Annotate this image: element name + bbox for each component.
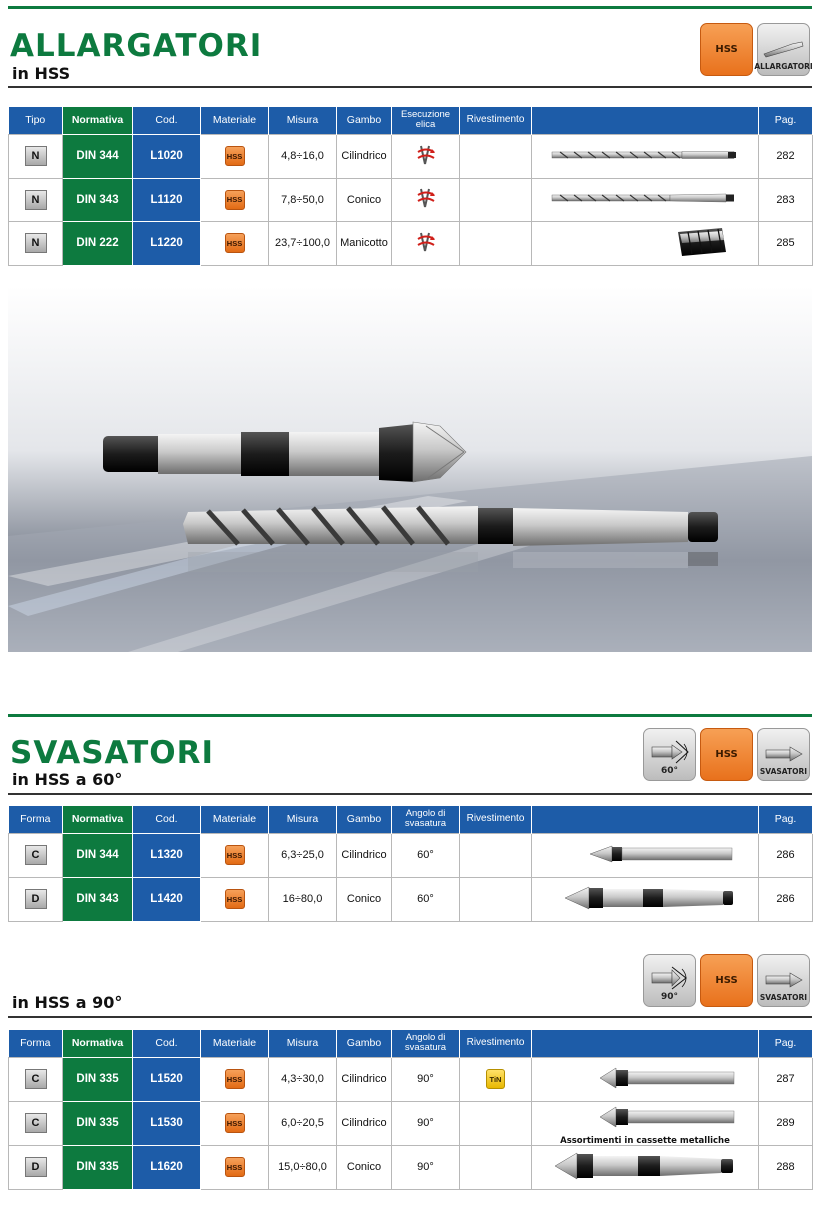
cell-cod[interactable]: L1420 [133, 877, 201, 921]
col-header-misura: Misura [269, 1030, 337, 1057]
col-header-image [532, 1030, 759, 1057]
cell-tipo [9, 221, 63, 265]
svasatori-badge [757, 728, 810, 781]
right-helix-icon [413, 229, 439, 255]
table-header-row [9, 107, 813, 134]
cell-tool-image [532, 134, 759, 178]
cell-rivestimento [460, 1057, 532, 1101]
angle-60-badge [643, 728, 696, 781]
hss-badge: HSS [700, 954, 753, 1007]
table-row[interactable] [9, 833, 813, 877]
tin-coating-icon: TiN [486, 1069, 505, 1089]
allargatori-badge-label: ALLARGATORI [754, 62, 813, 71]
cell-tool-image [532, 1057, 759, 1101]
tipo-badge: N [25, 190, 47, 210]
hss-material-icon: HSS [225, 1113, 245, 1133]
product-photo [8, 286, 812, 652]
cell-forma [9, 833, 63, 877]
hss-badge: HSS [700, 728, 753, 781]
countersink-cylindrical-icon [598, 1066, 738, 1090]
subtitle-rule [8, 1016, 812, 1018]
section-title-svasatori: SVASATORI [10, 735, 215, 771]
cell-normativa: DIN 344 [63, 134, 133, 178]
cell-tipo [9, 134, 63, 178]
col-header-normativa: Normativa [63, 1030, 133, 1057]
section-top-rule [8, 714, 812, 717]
col-header-misura: Misura [269, 107, 337, 134]
cell-gambo: Cilindrico [337, 833, 392, 877]
cell-normativa: DIN 335 [63, 1101, 133, 1145]
reamer-taper-icon [550, 191, 740, 205]
table-row[interactable] [9, 877, 813, 921]
countersink-cylindrical-icon [588, 843, 738, 865]
col-header-esecuzione: Esecuzione elica [392, 107, 460, 134]
countersink-icon [762, 969, 806, 991]
forma-badge: C [25, 1113, 47, 1133]
cell-misura: 6,0÷20,5 [269, 1101, 337, 1145]
tipo-badge: N [25, 233, 47, 253]
cell-pag[interactable]: 282 [759, 134, 813, 178]
cell-materiale [201, 1101, 269, 1145]
col-header-image [532, 806, 759, 833]
countersink-angle-icon [648, 740, 692, 764]
table-row[interactable] [9, 1145, 813, 1189]
forma-badge: D [25, 1157, 47, 1177]
forma-badge: D [25, 889, 47, 909]
cell-angolo: 90° [392, 1057, 460, 1101]
section-subtitle-90: in HSS a 90° [12, 993, 123, 1012]
angle-90-badge [643, 954, 696, 1007]
badge-row-allargatori [700, 23, 813, 76]
right-helix-icon [413, 185, 439, 211]
cell-angolo: 60° [392, 877, 460, 921]
cell-forma [9, 1101, 63, 1145]
allargatori-table [8, 107, 813, 266]
cell-pag[interactable]: 288 [759, 1145, 813, 1189]
cell-gambo: Conico [337, 178, 392, 221]
cell-pag[interactable]: 286 [759, 833, 813, 877]
cell-gambo: Cilindrico [337, 1057, 392, 1101]
svasatori-badge [757, 954, 810, 1007]
section-title-allargatori: ALLARGATORI [10, 28, 263, 64]
forma-badge: C [25, 1069, 47, 1089]
cell-angolo: 60° [392, 833, 460, 877]
section-top-rule [8, 6, 812, 9]
cell-misura: 7,8÷50,0 [269, 178, 337, 221]
col-header-cod: Cod. [133, 1030, 201, 1057]
cell-normativa: DIN 335 [63, 1057, 133, 1101]
col-header-rivestimento: Rivestimento [460, 806, 532, 833]
countersink-angle-icon [648, 966, 692, 990]
col-header-normativa: Normativa [63, 107, 133, 134]
hss-material-icon: HSS [225, 1069, 245, 1089]
table-row[interactable] [9, 1057, 813, 1101]
col-header-misura: Misura [269, 806, 337, 833]
cell-esecuzione [392, 178, 460, 221]
col-header-gambo: Gambo [337, 107, 392, 134]
cell-misura: 16÷80,0 [269, 877, 337, 921]
table-header-row [9, 806, 813, 833]
cell-pag[interactable]: 287 [759, 1057, 813, 1101]
cell-rivestimento [460, 877, 532, 921]
table-row[interactable] [9, 134, 813, 178]
hss-material-icon: HSS [225, 845, 245, 865]
cell-rivestimento [460, 178, 532, 221]
countersink-taper-icon [563, 884, 738, 912]
cell-rivestimento [460, 1101, 532, 1145]
cell-tool-image [532, 1145, 759, 1189]
cell-gambo: Cilindrico [337, 134, 392, 178]
table-header-row [9, 1030, 813, 1057]
cell-angolo: 90° [392, 1101, 460, 1145]
col-header-tipo: Tipo [9, 107, 63, 134]
cell-normativa: DIN 222 [63, 221, 133, 265]
tools-photo-illustration [8, 286, 812, 652]
subtitle-rule [8, 86, 812, 88]
cell-cod[interactable]: L1530 [133, 1101, 201, 1145]
col-header-materiale: Materiale [201, 806, 269, 833]
col-header-pag: Pag. [759, 1030, 813, 1057]
angle-90-label: 90° [660, 992, 679, 1002]
col-header-forma: Forma [9, 1030, 63, 1057]
cell-pag[interactable]: 289 [759, 1101, 813, 1145]
cell-materiale [201, 1145, 269, 1189]
cell-cod[interactable]: L1020 [133, 134, 201, 178]
table-row[interactable] [9, 1101, 813, 1145]
svasatori-60-table [8, 806, 813, 922]
cell-tipo [9, 178, 63, 221]
hss-badge: HSS [700, 23, 753, 76]
col-header-gambo: Gambo [337, 806, 392, 833]
forma-badge: C [25, 845, 47, 865]
col-header-materiale: Materiale [201, 1030, 269, 1057]
hss-material-icon: HSS [225, 146, 245, 166]
cell-pag[interactable]: 283 [759, 178, 813, 221]
cell-cod[interactable]: L1620 [133, 1145, 201, 1189]
badge-row-90 [643, 954, 810, 1007]
col-header-rivestimento: Rivestimento [460, 1030, 532, 1057]
cell-rivestimento [460, 221, 532, 265]
angle-60-label: 60° [660, 766, 679, 776]
cell-materiale [201, 1057, 269, 1101]
cell-tool-image [532, 877, 759, 921]
cell-gambo: Manicotto [337, 221, 392, 265]
hss-material-icon: HSS [225, 190, 245, 210]
col-header-angolo: Angolo di svasatura [392, 1030, 460, 1057]
cell-tool-image [532, 1101, 759, 1145]
cell-normativa: DIN 343 [63, 877, 133, 921]
cell-gambo: Conico [337, 877, 392, 921]
cell-misura: 15,0÷80,0 [269, 1145, 337, 1189]
cell-rivestimento [460, 134, 532, 178]
right-helix-icon [413, 142, 439, 168]
col-header-normativa: Normativa [63, 806, 133, 833]
hss-material-icon: HSS [225, 233, 245, 253]
col-header-pag: Pag. [759, 806, 813, 833]
col-header-forma: Forma [9, 806, 63, 833]
cell-gambo: Cilindrico [337, 1101, 392, 1145]
cell-misura: 23,7÷100,0 [269, 221, 337, 265]
cell-esecuzione [392, 134, 460, 178]
col-header-image [532, 107, 759, 134]
cell-materiale [201, 221, 269, 265]
col-header-gambo: Gambo [337, 1030, 392, 1057]
subtitle-rule [8, 793, 812, 795]
cell-esecuzione [392, 221, 460, 265]
cell-tool-image [532, 833, 759, 877]
cell-forma [9, 877, 63, 921]
cell-angolo: 90° [392, 1145, 460, 1189]
cell-materiale [201, 877, 269, 921]
cell-pag[interactable]: 286 [759, 877, 813, 921]
shell-reamer-icon [674, 226, 730, 258]
cell-materiale [201, 178, 269, 221]
col-header-materiale: Materiale [201, 107, 269, 134]
cell-misura: 6,3÷25,0 [269, 833, 337, 877]
cell-forma [9, 1057, 63, 1101]
tipo-badge: N [25, 146, 47, 166]
svasatori-90-table [8, 1030, 813, 1190]
hss-material-icon: HSS [225, 1157, 245, 1177]
col-header-pag: Pag. [759, 107, 813, 134]
cell-normativa: DIN 335 [63, 1145, 133, 1189]
cell-pag[interactable]: 285 [759, 221, 813, 265]
cell-rivestimento [460, 833, 532, 877]
reamer-cylindrical-icon [550, 148, 740, 162]
cell-rivestimento [460, 1145, 532, 1189]
cell-tool-image [532, 221, 759, 265]
countersink-cylindrical-icon [598, 1105, 738, 1129]
cell-cod[interactable]: L1320 [133, 833, 201, 877]
cell-cod[interactable]: L1220 [133, 221, 201, 265]
cell-misura: 4,8÷16,0 [269, 134, 337, 178]
allargatori-badge [754, 23, 813, 76]
cell-normativa: DIN 344 [63, 833, 133, 877]
cell-materiale [201, 833, 269, 877]
reamer-icon [762, 38, 806, 60]
cell-cod[interactable]: L1520 [133, 1057, 201, 1101]
badge-row-60 [643, 728, 810, 781]
col-header-cod: Cod. [133, 806, 201, 833]
hss-material-icon: HSS [225, 889, 245, 909]
table-row[interactable] [9, 178, 813, 221]
section-subtitle-60: in HSS a 60° [12, 770, 123, 789]
cell-cod[interactable]: L1120 [133, 178, 201, 221]
countersink-icon [762, 743, 806, 765]
svasatori-badge-label: SVASATORI [759, 993, 808, 1002]
cell-tool-image [532, 178, 759, 221]
col-header-cod: Cod. [133, 107, 201, 134]
svasatori-badge-label: SVASATORI [759, 767, 808, 776]
cell-forma [9, 1145, 63, 1189]
col-header-angolo: Angolo di svasatura [392, 806, 460, 833]
assortment-note: Assortimenti in cassette metalliche [560, 1135, 730, 1146]
col-header-rivestimento: Rivestimento [460, 107, 532, 134]
cell-normativa: DIN 343 [63, 178, 133, 221]
countersink-taper-icon [553, 1151, 738, 1181]
table-row[interactable] [9, 221, 813, 265]
cell-materiale [201, 134, 269, 178]
cell-misura: 4,3÷30,0 [269, 1057, 337, 1101]
section-subtitle-allargatori: in HSS [12, 64, 71, 83]
cell-gambo: Conico [337, 1145, 392, 1189]
